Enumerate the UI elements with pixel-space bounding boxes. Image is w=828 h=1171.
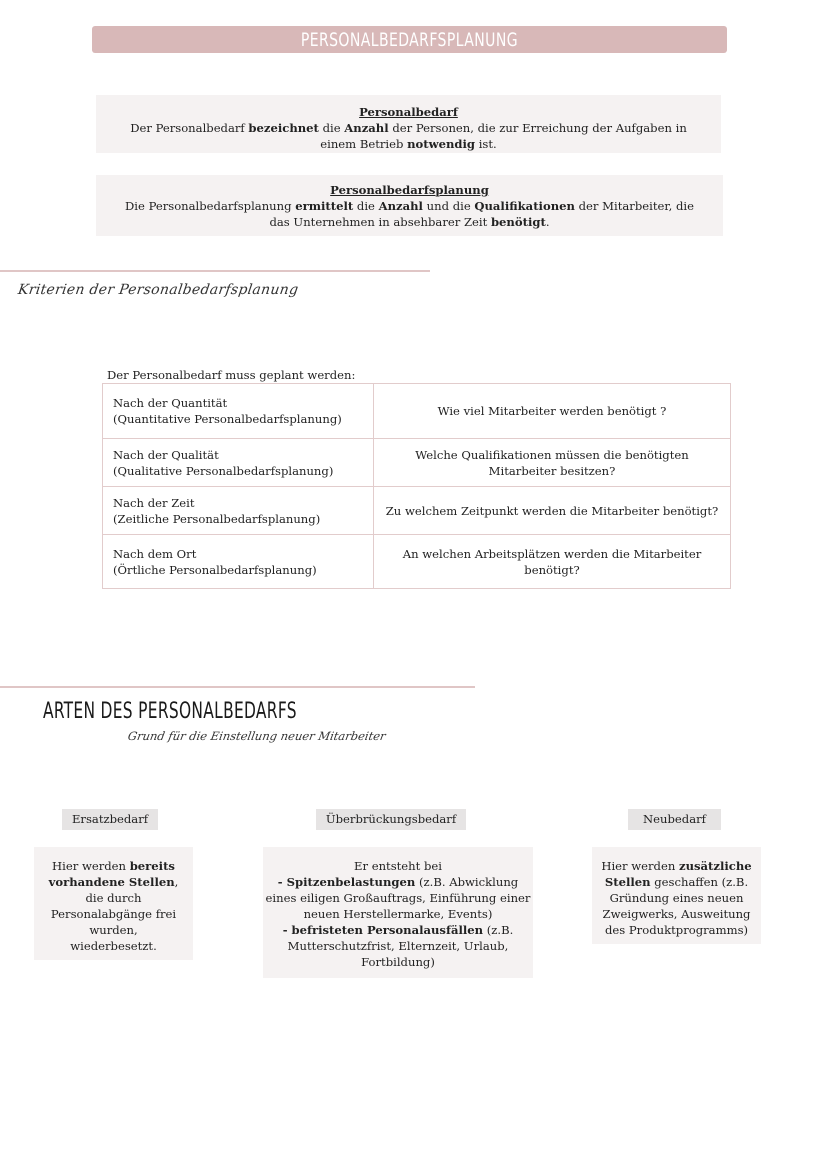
text-run: Die Personalbedarfsplanung bbox=[125, 199, 296, 213]
text-run: Fortbildung) bbox=[361, 955, 435, 969]
text-line bbox=[34, 906, 193, 922]
text-line bbox=[263, 858, 533, 874]
text-run: Mutterschutzfrist, Elternzeit, Urlaub, bbox=[287, 939, 509, 953]
criterion-cell bbox=[103, 384, 374, 439]
criterion-type: (Quantitative Personalbedarfsplanung) bbox=[113, 412, 342, 426]
table-row bbox=[103, 439, 731, 487]
criterion-cell bbox=[103, 535, 374, 589]
text-line bbox=[592, 890, 761, 906]
text-run: wiederbesetzt. bbox=[70, 939, 157, 953]
bold-text: Anzahl bbox=[344, 121, 389, 135]
text-run: (z.B. bbox=[483, 923, 514, 937]
types-subheading: Grund für die Einstellung neuer Mitarbeiter bbox=[126, 729, 387, 743]
text-line bbox=[34, 874, 193, 890]
type-label-ueberbrueckungsbedarf: Überbrückungsbedarf bbox=[316, 809, 466, 830]
question-cell: An welchen Arbeitsplätzen werden die Mitarbeiter benötigt? bbox=[374, 535, 731, 589]
bold-text: benötigt bbox=[490, 215, 546, 229]
text-run: Zweigwerks, Ausweitung bbox=[602, 907, 751, 921]
text-line bbox=[263, 938, 533, 954]
definition-personalbedarf bbox=[96, 95, 721, 153]
bold-text: Qualifikationen bbox=[474, 199, 575, 213]
definition-heading: Personalbedarf bbox=[359, 105, 458, 119]
text-run: Er entsteht bei bbox=[354, 859, 442, 873]
criteria-heading: Kriterien der Personalbedarfsplanung bbox=[16, 282, 300, 298]
text-run: , bbox=[174, 875, 179, 889]
text-run: Gründung eines neuen bbox=[609, 891, 744, 905]
criterion-cell bbox=[103, 439, 374, 487]
table-row bbox=[103, 535, 731, 589]
section-divider bbox=[0, 270, 430, 272]
bold-text: - Spitzenbelastungen bbox=[277, 875, 416, 889]
criterion-name: Nach der Qualität bbox=[113, 447, 219, 462]
text-run: neuen Herstellermarke, Events) bbox=[303, 907, 493, 921]
bold-text: - befristeten Personalausfällen bbox=[282, 923, 484, 937]
bold-text: vorhandene Stellen bbox=[48, 875, 175, 889]
text-run: Hier werden bbox=[601, 859, 679, 873]
criterion-type: (Zeitliche Personalbedarfsplanung) bbox=[113, 511, 321, 526]
bold-text: bezeichnet bbox=[248, 121, 319, 135]
text-run: . bbox=[545, 215, 550, 229]
type-label-ersatzbedarf: Ersatzbedarf bbox=[62, 809, 158, 830]
text-run: die bbox=[353, 199, 379, 213]
criterion-cell bbox=[103, 487, 374, 535]
text-run: (z.B. Abwicklung bbox=[415, 875, 519, 889]
page-title-banner bbox=[92, 26, 727, 53]
type-box-ersatzbedarf bbox=[34, 847, 193, 960]
table-row bbox=[103, 487, 731, 535]
criterion-name: Nach dem Ort bbox=[113, 546, 197, 561]
page-title: PERSONALBEDARFSPLANUNG bbox=[300, 29, 519, 51]
text-run: ist. bbox=[475, 137, 497, 151]
criterion-name: Nach der Zeit bbox=[113, 495, 195, 510]
text-run: des Produktprogramms) bbox=[604, 923, 749, 937]
text-line bbox=[263, 874, 533, 890]
text-run: wurden, bbox=[89, 923, 138, 937]
criterion-type: (Qualitative Personalbedarfsplanung) bbox=[113, 463, 334, 478]
text-line bbox=[34, 890, 193, 906]
text-run: die durch bbox=[85, 891, 142, 905]
text-line bbox=[592, 858, 761, 874]
bold-text: ermittelt bbox=[295, 199, 354, 213]
text-run: Hier werden bbox=[52, 859, 130, 873]
text-line bbox=[34, 922, 193, 938]
text-line bbox=[34, 938, 193, 954]
bold-text: Anzahl bbox=[378, 199, 423, 213]
type-box-ueberbrueckungsbedarf bbox=[263, 847, 533, 978]
table-row bbox=[103, 384, 731, 439]
section-divider bbox=[0, 686, 475, 688]
type-label-neubedarf: Neubedarf bbox=[628, 809, 721, 830]
text-line bbox=[592, 874, 761, 890]
text-run: und die bbox=[422, 199, 475, 213]
criterion-name: Nach der Quantität bbox=[113, 396, 228, 410]
question-cell: Welche Qualifikationen müssen die benötigten Mitarbeiter besitzen? bbox=[374, 439, 731, 487]
text-run: Personalabgänge frei bbox=[50, 907, 177, 921]
text-line bbox=[34, 858, 193, 874]
text-line bbox=[263, 954, 533, 970]
types-heading: ARTEN DES PERSONALBEDARFS bbox=[43, 699, 297, 724]
criteria-table bbox=[102, 383, 731, 589]
text-line bbox=[263, 890, 533, 906]
criterion-type: (Örtliche Personalbedarfsplanung) bbox=[113, 562, 317, 577]
question-cell: Zu welchem Zeitpunkt werden die Mitarbeiter benötigt? bbox=[374, 487, 731, 535]
bold-text: Stellen bbox=[604, 875, 651, 889]
bold-text: notwendig bbox=[407, 137, 476, 151]
text-run: der Mitarbeiter, die das Unternehmen in absehbarer Zeit bbox=[269, 199, 694, 229]
definition-text bbox=[116, 198, 703, 230]
criteria-caption: Der Personalbedarf muss geplant werden: bbox=[107, 368, 356, 382]
text-line bbox=[592, 922, 761, 938]
text-run: Der Personalbedarf bbox=[130, 121, 249, 135]
text-line bbox=[263, 906, 533, 922]
text-run: die bbox=[318, 121, 345, 135]
bold-text: zusätzliche bbox=[679, 859, 752, 873]
text-run: der Personen, die zur Erreichung der Aufgaben in einem Betrieb bbox=[320, 121, 687, 151]
question-cell: Wie viel Mitarbeiter werden benötigt ? bbox=[374, 384, 731, 439]
text-line bbox=[592, 906, 761, 922]
text-run: geschaffen (z.B. bbox=[650, 875, 749, 889]
text-run: eines eiligen Großauftrags, Einführung einer bbox=[265, 891, 531, 905]
definition-personalbedarfsplanung bbox=[96, 175, 723, 236]
type-box-neubedarf bbox=[592, 847, 761, 944]
definition-heading: Personalbedarfsplanung bbox=[330, 183, 489, 197]
definition-text bbox=[116, 120, 701, 152]
text-line bbox=[263, 922, 533, 938]
bold-text: bereits bbox=[129, 859, 175, 873]
